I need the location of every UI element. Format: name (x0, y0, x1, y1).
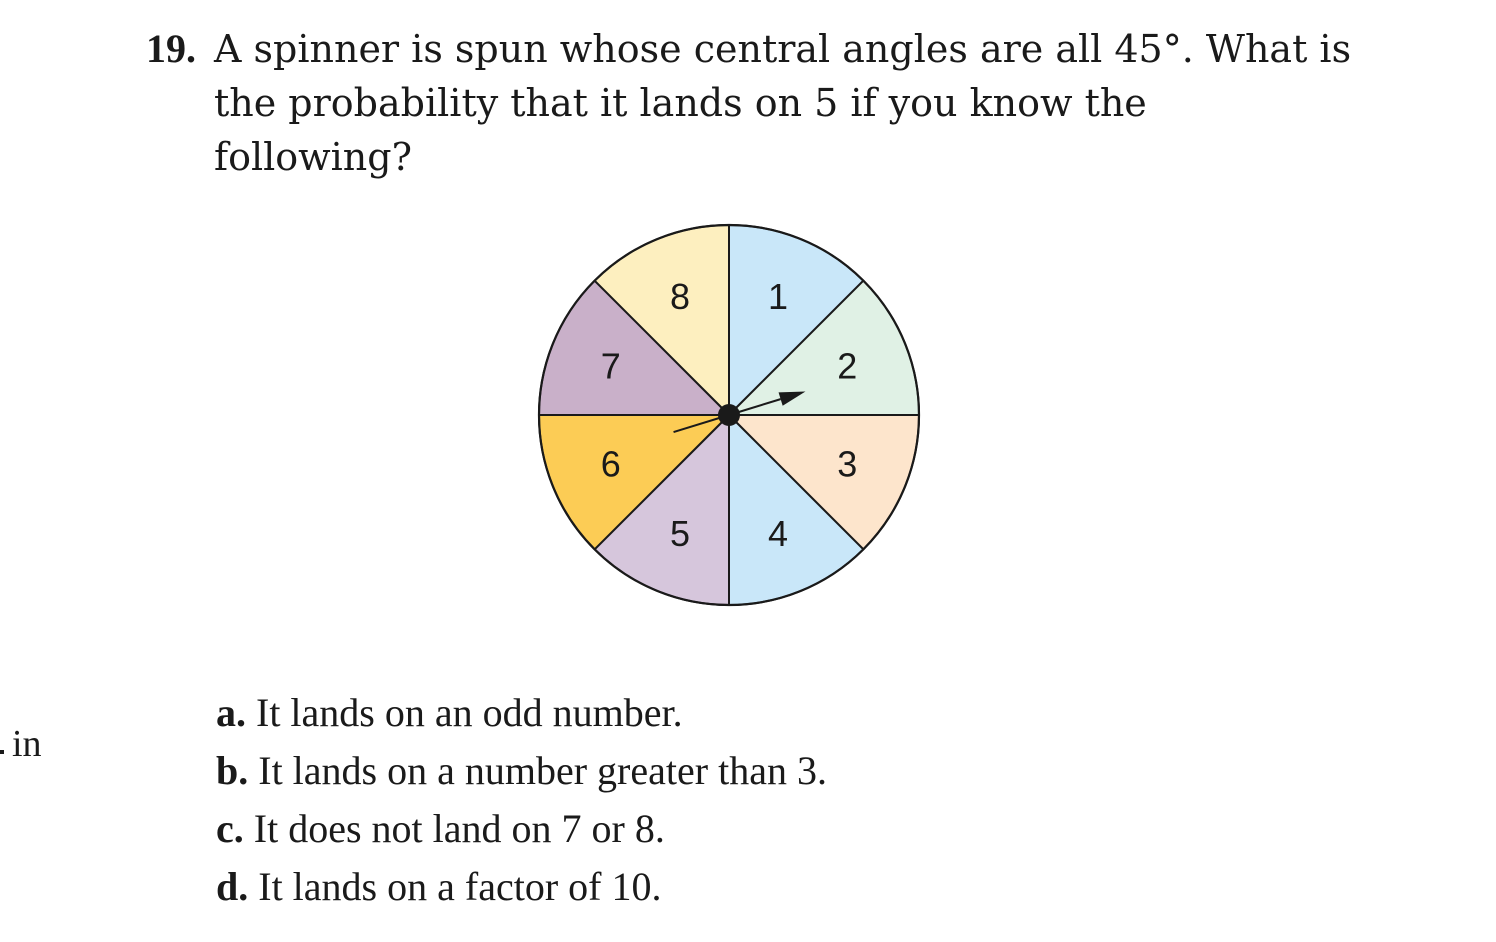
cropped-margin-text (0, 722, 42, 766)
part-c (216, 800, 827, 858)
part-text: It lands on an odd number. (256, 690, 683, 735)
part-letter: b. (216, 748, 249, 793)
spinner-label-1: 1 (767, 276, 788, 318)
spinner-diagram (530, 218, 930, 618)
cropped-margin-word: in (12, 723, 42, 765)
problem-number: 19. (146, 26, 196, 71)
part-text: It lands on a factor of 10. (258, 864, 662, 909)
spinner-label-5: 5 (670, 512, 691, 554)
spinner-hub (718, 404, 740, 426)
part-b (216, 742, 827, 800)
part-d (216, 858, 827, 916)
spinner-label-4: 4 (767, 512, 788, 554)
spinner-label-3: 3 (837, 443, 858, 485)
spinner-label-6: 6 (600, 443, 621, 485)
spinner-label-8: 8 (670, 276, 691, 318)
question-parts (216, 684, 827, 916)
part-text: It lands on a number greater than 3. (258, 748, 827, 793)
spinner-label-2: 2 (837, 345, 858, 387)
part-letter: d. (216, 864, 249, 909)
part-letter: a. (216, 690, 246, 735)
part-letter: c. (216, 806, 244, 851)
spinner-label-7: 7 (600, 345, 621, 387)
question-text: A spinner is spun whose central angles are all 45°. What is the probability that it lands on 5 if you know the following? (214, 27, 1352, 179)
part-text: It does not land on 7 or 8. (253, 806, 665, 851)
part-a (216, 684, 827, 742)
cropped-glyph (0, 750, 4, 754)
